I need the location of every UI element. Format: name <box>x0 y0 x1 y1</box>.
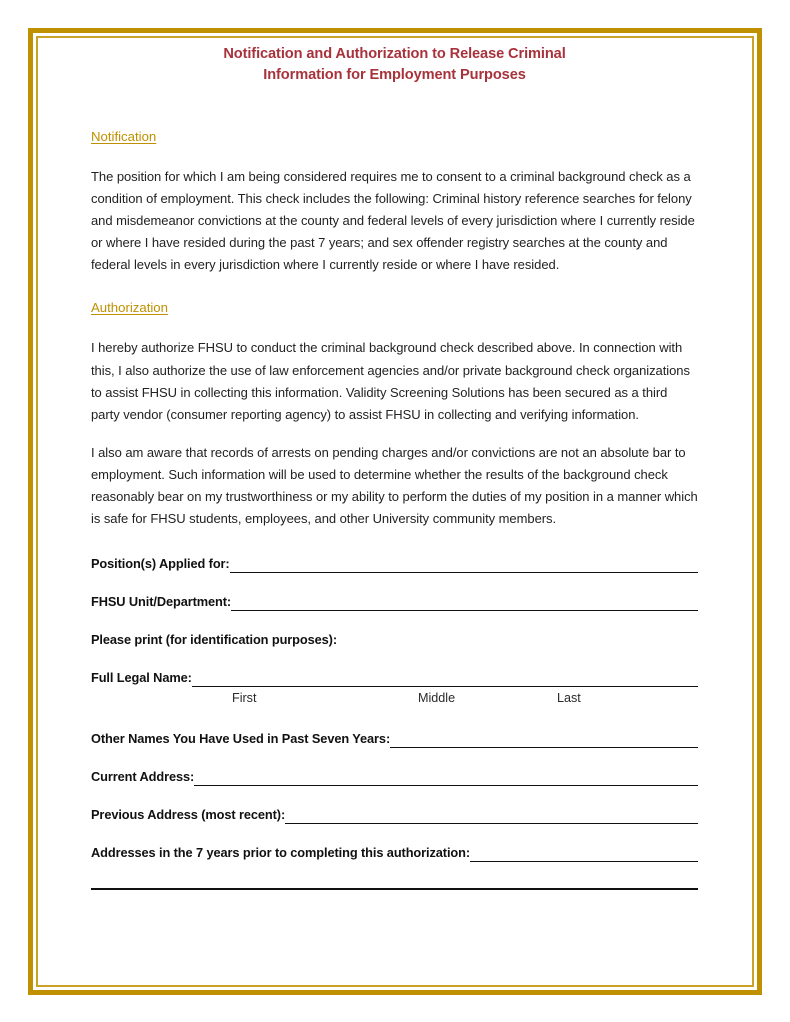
field-label-position-applied-for: Position(s) Applied for: <box>91 556 230 572</box>
print-instruction-row <box>91 631 698 649</box>
notification-heading: Notification <box>91 129 157 144</box>
field-label-addresses-seven-years: Addresses in the 7 years prior to completing this authorization: <box>91 845 470 861</box>
field-input-previous-address[interactable] <box>285 809 698 824</box>
authorization-paragraph-2: I also am aware that records of arrests on pending charges and/or convictions are not an absolute bar to employment. Such information will be used to determine whether the results of the background check reasonably bear on my trustworthiness or my ability to perform the duties of my position in a manner which is safe for FHSU students, employees, and other University community members. <box>91 444 698 527</box>
print-instruction-label: Please print (for identification purposes): <box>91 632 337 648</box>
field-input-full-legal-name[interactable] <box>192 672 698 687</box>
notification-paragraph: The position for which I am being considered requires me to consent to a criminal background check as a condition of employment. This check includes the following: Criminal history reference searches for felony and misdemeanor convictions at the county and federal levels of every jurisdiction where I currently reside or where I have resided during the past 7 years; and sex offender registry searches at the county and federal levels in every jurisdiction where I currently reside or where I have resided. <box>91 169 695 273</box>
field-addresses-seven-years[interactable] <box>91 844 698 862</box>
page-title-line-2: Information for Employment Purposes <box>263 67 526 83</box>
section-authorization <box>91 299 698 530</box>
field-label-previous-address: Previous Address (most recent): <box>91 807 286 823</box>
authorization-heading: Authorization <box>91 300 168 316</box>
authorization-paragraph-1: I hereby authorize FHSU to conduct the criminal background check described above. In connection with this, I also authorize the use of law enforcement agencies and/or private background check organizations to assist FHSU in collecting this information. Validity Screening Solutions has been secured as a third party vendor (consumer reporting agency) to assist FHSU in collecting and verifying information. <box>91 340 690 422</box>
field-input-addresses-continuation[interactable] <box>91 888 698 890</box>
page-title <box>91 44 698 86</box>
field-input-fhsu-unit-department[interactable] <box>231 596 698 611</box>
document-content <box>91 44 698 890</box>
field-label-full-legal-name: Full Legal Name: <box>91 670 192 686</box>
field-label-other-names: Other Names You Have Used in Past Seven Years: <box>91 731 391 747</box>
name-part-first-label: First <box>232 691 257 706</box>
field-current-address[interactable] <box>91 768 698 786</box>
field-input-current-address[interactable] <box>194 771 698 786</box>
field-input-position-applied-for[interactable] <box>230 558 698 573</box>
form-fields <box>91 555 698 890</box>
field-label-fhsu-unit-department: FHSU Unit/Department: <box>91 594 232 610</box>
field-input-addresses-seven-years[interactable] <box>470 847 698 862</box>
name-part-middle-label: Middle <box>418 691 456 706</box>
field-position-applied-for[interactable] <box>91 555 698 573</box>
field-other-names[interactable] <box>91 730 698 748</box>
field-input-other-names[interactable] <box>390 733 698 748</box>
field-full-legal-name[interactable] <box>91 669 698 687</box>
field-label-current-address: Current Address: <box>91 769 195 785</box>
page-title-line-1: Notification and Authorization to Release Criminal <box>223 46 566 62</box>
section-notification <box>91 128 698 276</box>
name-part-last-label: Last <box>557 691 581 706</box>
name-parts-captions <box>91 691 698 711</box>
field-previous-address[interactable] <box>91 806 698 824</box>
field-fhsu-unit-department[interactable] <box>91 593 698 611</box>
